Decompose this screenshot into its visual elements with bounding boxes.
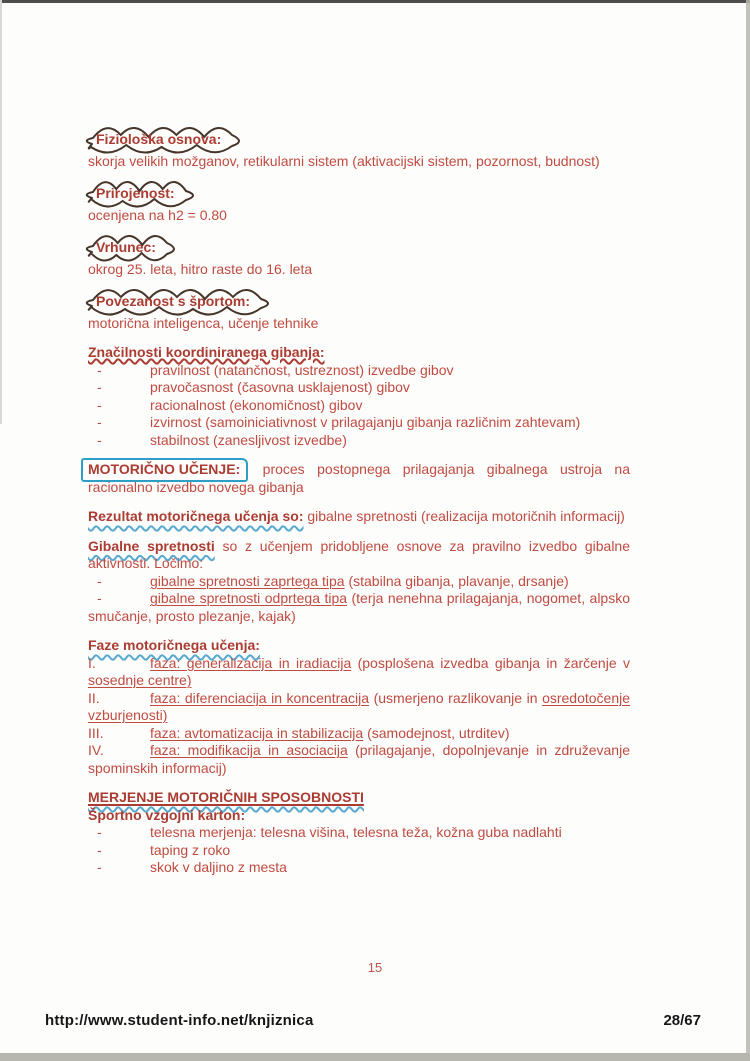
paragraph: skorja velikih možganov, retikularni sistem (aktivacijski sistem, pozornost, budnost) [88, 152, 600, 169]
highlight-box: MOTORIČNO UČENJE: [81, 458, 248, 482]
list-numeral: III. [88, 724, 104, 741]
list-item-text: stabilnost (zanesljivost izvedbe) [150, 431, 347, 448]
paragraph-text: so z učenjem pridobljene osnove za pravilno izvedbo gibalne aktivnosti. Ločimo: [88, 537, 630, 571]
list-item-text [88, 742, 630, 776]
section-heading-row [88, 344, 630, 362]
cloud-annotation [88, 128, 237, 151]
list-item [88, 842, 630, 860]
phrase-text: (prilagajanje, dopolnjevanje in združevanje spominskih informacij) [88, 742, 630, 776]
section-rezultat [88, 508, 630, 526]
list-item [88, 414, 630, 432]
list-marker: - [97, 379, 102, 395]
underlined-phrase: sosednje centre) [88, 672, 192, 688]
scan-edge-bottom [0, 1053, 750, 1061]
document-content [88, 0, 630, 889]
cloud-annotation [88, 182, 191, 205]
section-gibalne-spretnosti [88, 538, 630, 626]
list-item [88, 590, 630, 625]
numbered-list [88, 655, 630, 778]
scan-edge-right [746, 0, 750, 1061]
list-item [88, 432, 630, 450]
list-item-text: pravilnost (natančnost, ustreznost) izvedbe gibov [150, 361, 454, 378]
section-heading: Prirojenost: [96, 185, 175, 201]
underlined-phrase: gibalne spretnosti zaprtega tipa [150, 572, 345, 589]
list-item-text: izvirnost (samoiniciativnost v prilagajanju gibanja različnim zahtevam) [150, 414, 581, 430]
list-marker: - [97, 824, 102, 840]
list-marker: - [97, 590, 102, 606]
section-povezanost-s-sportom [88, 290, 630, 332]
list-item [88, 397, 630, 415]
list-item-text [88, 590, 630, 624]
cloud-heading-wrap [88, 290, 630, 313]
list-item [88, 690, 630, 725]
page-number: 15 [367, 960, 383, 975]
list-item-text: racionalnost (ekonomičnost) gibov [150, 396, 363, 413]
section-vrhunec [88, 236, 630, 278]
paragraph [88, 508, 630, 526]
section-subheading: Športno vzgojni karton: [88, 806, 246, 823]
list-item-text [88, 690, 630, 724]
list-item [88, 725, 630, 743]
list-marker: - [97, 361, 102, 378]
section-heading: Faze motoričnega učenja: [88, 637, 260, 653]
lead-phrase: Rezultat motoričnega učenja so: [88, 508, 304, 524]
list-item [88, 824, 630, 842]
section-heading-text: MERJENJE MOTORIČNIH SPOSOBNOSTI [88, 789, 364, 805]
list-item-text: telesna merjenja: telesna višina, telesna teža, kožna guba nadlahti [150, 824, 562, 840]
list-item [88, 573, 630, 591]
list-marker: - [97, 396, 102, 413]
section-faze [88, 637, 630, 777]
footer-url: http://www.student-info.net/knjiznica [45, 1012, 314, 1029]
scan-edge-left [0, 0, 2, 424]
list-item [88, 742, 630, 777]
underlined-phrase: osredotočenje vzburjenosti) [88, 689, 631, 723]
list-marker: - [97, 841, 102, 858]
cloud-annotation [88, 236, 172, 259]
section-prirojenost [88, 182, 630, 224]
list-marker: - [97, 859, 102, 875]
phrase-text: (usmerjeno razlikovanje in [369, 689, 543, 706]
cloud-annotation [88, 290, 266, 313]
list-item-text [150, 725, 510, 741]
list-item-text: taping z roko [150, 841, 231, 858]
paragraph [88, 538, 630, 573]
phrase-text: (posplošena izvedba gibanja in žarčenje v [351, 654, 630, 671]
paragraph: motorična inteligenca, učenje tehnike [88, 314, 319, 331]
section-heading: Fiziološka osnova: [96, 131, 222, 147]
lead-phrase: Gibalne spretnosti [88, 537, 215, 554]
underlined-phrase: faza: generalizacija in iradiacija [150, 654, 352, 671]
cloud-heading-wrap [88, 182, 630, 205]
section-heading-row [88, 789, 630, 807]
definition-paragraph [88, 461, 630, 496]
section-heading [88, 789, 364, 805]
definition-text: proces postopnega prilagajanja gibalnega ustroja na racionalno izvedbo novega gibanja [88, 461, 630, 495]
section-motoricno-ucenje [88, 461, 630, 496]
phrase-text: (terja nenehna prilagajanja, nogomet, alpsko smučanje, prosto plezanje, kajak) [88, 590, 630, 624]
section-heading-row [88, 637, 630, 655]
list-marker: - [97, 431, 102, 448]
section-heading: Povezanost s športom: [96, 293, 251, 309]
list-item [88, 379, 630, 397]
list-numeral: I. [88, 654, 96, 671]
list-marker: - [97, 572, 102, 589]
list-item-text: skok v daljino z mesta [150, 859, 287, 875]
section-fizioloska-osnova [88, 128, 630, 170]
list-numeral: IV. [88, 742, 104, 758]
underlined-phrase: gibalne spretnosti odprtega tipa [150, 590, 348, 606]
list-marker: - [97, 414, 102, 430]
paragraph-text: gibalne spretnosti (realizacija motoričnih informacij) [307, 508, 625, 524]
underlined-phrase: faza: avtomatizacija in stabilizacija [150, 724, 364, 741]
section-heading: Vrhunec: [96, 239, 156, 255]
section-merjenje [88, 789, 630, 877]
underlined-phrase: faza: modifikacija in asociacija [150, 742, 348, 758]
footer-page-count: 28/67 [663, 1012, 701, 1029]
list-item-text [88, 655, 630, 689]
list-item [88, 859, 630, 877]
bullet-list [88, 824, 630, 877]
list-item-text: pravočasnost (časovna usklajenost) gibov [150, 379, 410, 395]
phrase-text: (samodejnost, utrditev) [363, 724, 510, 741]
list-item [88, 655, 630, 690]
underlined-phrase: faza: diferenciacija in koncentracija [150, 689, 370, 706]
list-item-text [150, 573, 569, 589]
bullet-list [88, 573, 630, 626]
paragraph: ocenjena na h2 = 0.80 [88, 206, 227, 223]
section-znacilnosti [88, 344, 630, 449]
phrase-text: (stabilna gibanja, plavanje, drsanje) [344, 572, 569, 589]
list-item [88, 362, 630, 380]
section-heading: Značilnosti koordiniranega gibanja: [88, 344, 325, 360]
cloud-heading-wrap [88, 128, 630, 151]
cloud-heading-wrap [88, 236, 630, 259]
bullet-list [88, 362, 630, 450]
paragraph: okrog 25. leta, hitro raste do 16. leta [88, 260, 313, 277]
list-numeral: II. [88, 689, 100, 706]
